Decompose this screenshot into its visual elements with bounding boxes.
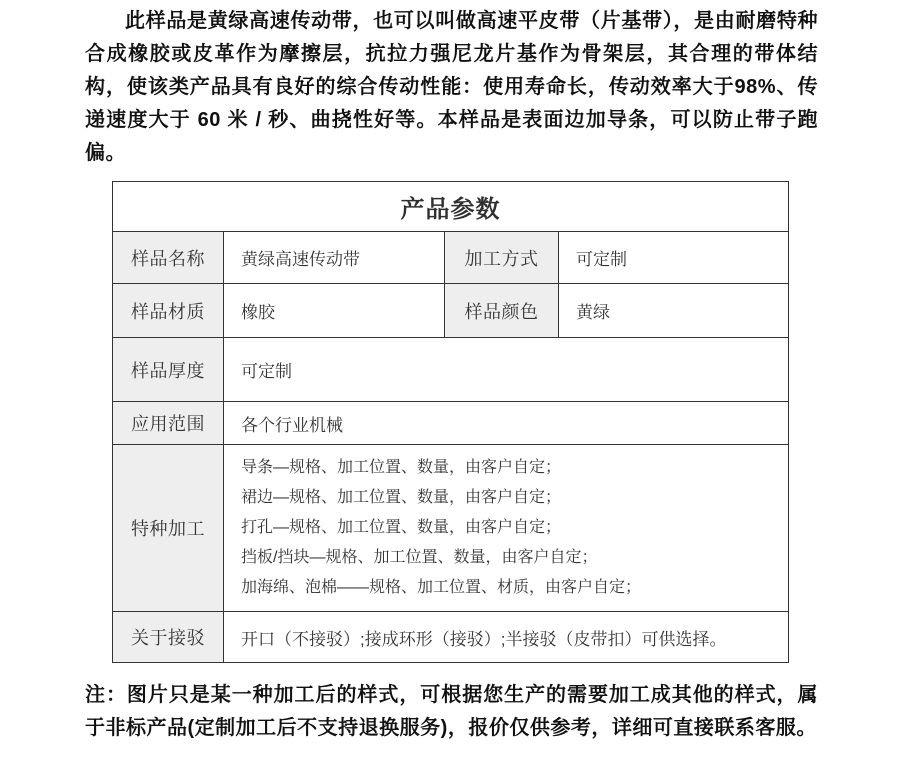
param-label-sample-thickness: 样品厚度	[113, 338, 224, 402]
param-label-sample-name: 样品名称	[113, 232, 224, 284]
param-value-about-joining: 开口（不接驳）;接成环形（接驳）;半接驳（皮带扣）可供选择。	[224, 612, 789, 663]
table-row-sample-name	[113, 232, 789, 284]
param-value-sample-color: 黄绿	[559, 284, 789, 338]
table-row-about-joining	[113, 612, 789, 663]
product-description-page	[0, 5, 900, 758]
table-row-sample-material	[113, 284, 789, 338]
param-label-sample-color: 样品颜色	[445, 284, 559, 338]
table-row-special-processing	[113, 445, 789, 612]
note-paragraph: 注：图片只是某一种加工后的样式，可根据您生产的需要加工成其他的样式，属于非标产品(定制加工后不支持退换服务)，报价仅供参考，详细可直接联系客服。	[85, 684, 818, 739]
special-processing-line: 加海绵、泡棉——规格、加工位置、材质，由客户自定；	[241, 579, 642, 596]
table-title: 产品参数	[113, 182, 789, 232]
param-value-application-scope: 各个行业机械	[224, 402, 789, 445]
special-processing-line: 打孔—规格、加工位置、数量，由客户自定；	[241, 519, 562, 536]
param-value-sample-name: 黄绿高速传动带	[224, 232, 445, 284]
param-value-sample-material: 橡胶	[224, 284, 445, 338]
param-label-special-processing: 特种加工	[113, 445, 224, 612]
param-value-processing-method: 可定制	[559, 232, 789, 284]
product-params-table	[112, 181, 789, 663]
intro-paragraph: 此样品是黄绿高速传动带，也可以叫做高速平皮带（片基带），是由耐磨特种合成橡胶或皮革作为摩擦层，抗拉力强尼龙片基作为骨架层，其合理的带体结构，使该类产品具有良好的综合传动性能：使用寿命长，传动效率大于98%、传递速度大于 60 米 / 秒、曲挠性好等。本样品是表面边加导条，可以防止带子跑偏。	[85, 10, 818, 164]
param-value-special-processing	[224, 445, 789, 612]
param-label-about-joining: 关于接驳	[113, 612, 224, 663]
special-processing-line: 导条—规格、加工位置、数量，由客户自定；	[241, 459, 562, 476]
special-processing-line: 挡板/挡块—规格、加工位置、数量，由客户自定；	[241, 549, 598, 566]
table-row-sample-thickness	[113, 338, 789, 402]
param-value-sample-thickness: 可定制	[224, 338, 789, 402]
table-title-row	[113, 182, 789, 232]
param-label-processing-method: 加工方式	[445, 232, 559, 284]
param-label-application-scope: 应用范围	[113, 402, 224, 445]
param-label-sample-material: 样品材质	[113, 284, 224, 338]
table-row-application-scope	[113, 402, 789, 445]
special-processing-line: 裙边—规格、加工位置、数量，由客户自定；	[241, 489, 562, 506]
